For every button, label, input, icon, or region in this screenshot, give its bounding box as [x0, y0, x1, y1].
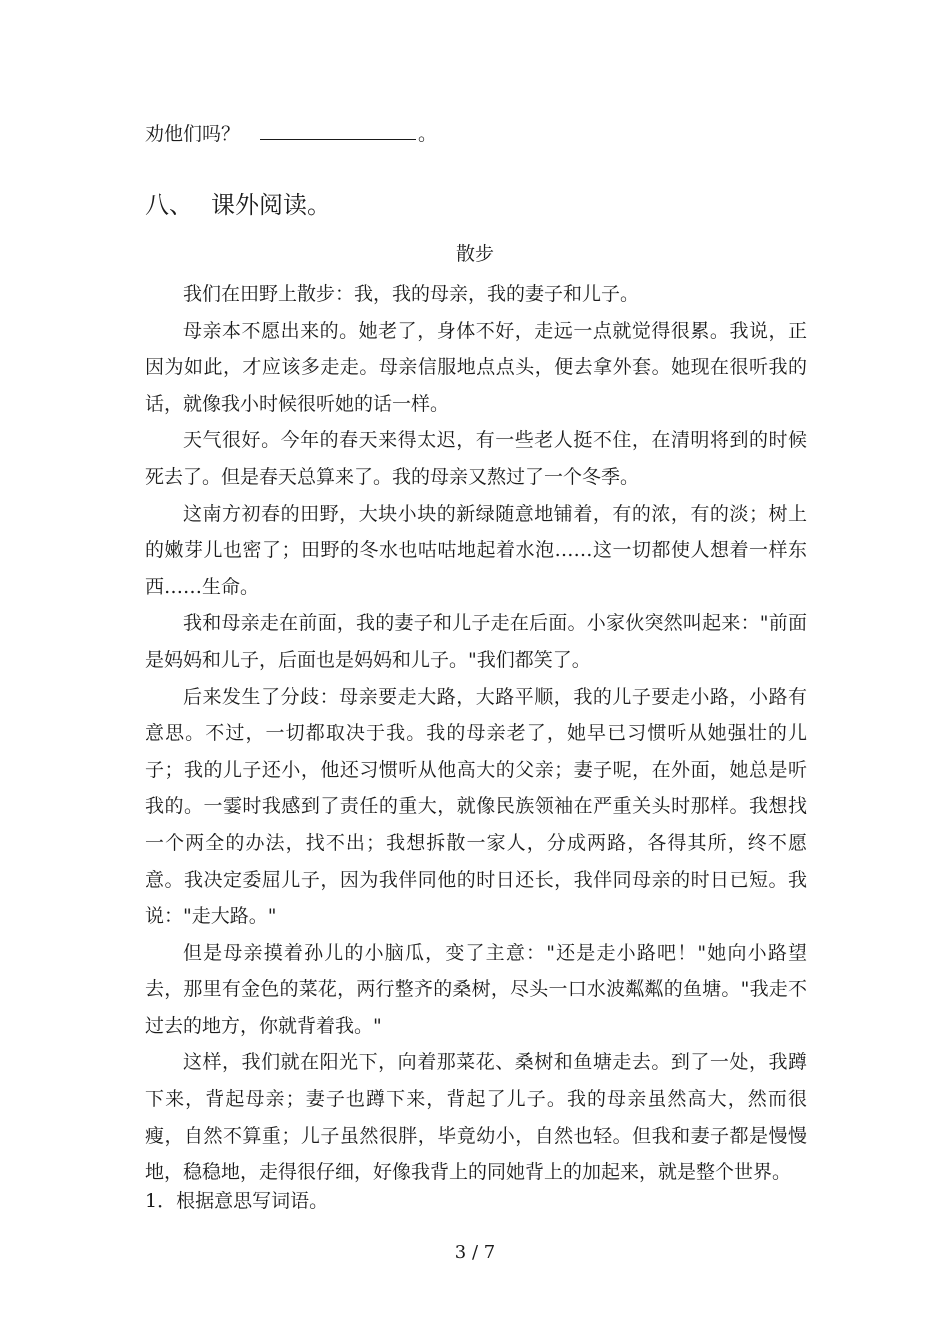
story-paragraph: 后来发生了分歧：母亲要走大路，大路平顺，我的儿子要走小路，小路有意思。不过，一切都取决于我。我的母亲老了，她早已习惯听从她强壮的儿子；我的儿子还小，他还习惯听从他高大的父亲；妻子呢，在外面，她总是听我的。一霎时我感到了责任的重大，就像民族领袖在严重关头时那样。我想找一个两全的办法，找不出；我想拆散一家人，分成两路，各得其所，终不愿意。我决定委屈儿子，因为我伴同他的时日还长，我伴同母亲的时日已短。我说："走大路。": [145, 685, 807, 928]
story-paragraph: 但是母亲摸着孙儿的小脑瓜，变了主意："还是走小路吧！"她向小路望去，那里有金色的菜花，两行整齐的桑树，尽头一口水波粼粼的鱼塘。"我走不过去的地方，你就背着我。": [145, 941, 807, 1037]
story-paragraph: 这样，我们就在阳光下，向着那菜花、桑树和鱼塘走去。到了一处，我蹲下来，背起母亲；妻子也蹲下来，背起了儿子。我的母亲虽然高大，然而很瘦，自然不算重；儿子虽然很胖，毕竟幼小，自然也轻。但我和妻子都是慢慢地，稳稳地，走得很仔细，好像我背上的同她背上的加起来，就是整个世界。: [145, 1051, 807, 1184]
previous-question-continuation: [145, 121, 815, 147]
story-paragraph: 我和母亲走在前面，我的妻子和儿子走在后面。小家伙突然叫起来："前面是妈妈和儿子，后面也是妈妈和儿子。"我们都笑了。: [145, 612, 807, 671]
page-number: 3 / 7: [454, 1242, 496, 1263]
continuation-text: 劝他们吗？: [145, 123, 241, 145]
continuation-end-mark: 。: [418, 123, 438, 145]
question-1: 1．根据意思写词语。: [145, 1190, 329, 1212]
story-paragraph: 天气很好。今年的春天来得太迟，有一些老人挺不住，在清明将到的时候死去了。但是春天总算来了。我的母亲又熬过了一个冬季。: [145, 429, 807, 488]
story-paragraph: 这南方初春的田野，大块小块的新绿随意地铺着，有的浓，有的淡；树上的嫩芽儿也密了；田野的冬水也咕咕地起着水泡……这一切都使人想着一样东西……生命。: [145, 502, 807, 598]
story-body: [145, 276, 807, 1191]
story-title: 散步: [455, 243, 494, 265]
section-title: 课外阅读。: [211, 191, 331, 219]
section-number: 八、: [145, 191, 193, 219]
section-heading: [145, 188, 331, 222]
story-paragraph: 母亲本不愿出来的。她老了，身体不好，走远一点就觉得很累。我说，正因为如此，才应该多走走。母亲信服地点点头，便去拿外套。她现在很听我的话，就像我小时候很听她的话一样。: [145, 319, 807, 415]
story-paragraph: 我们在田野上散步：我，我的母亲，我的妻子和儿子。: [183, 283, 640, 305]
answer-blank[interactable]: [260, 121, 416, 140]
